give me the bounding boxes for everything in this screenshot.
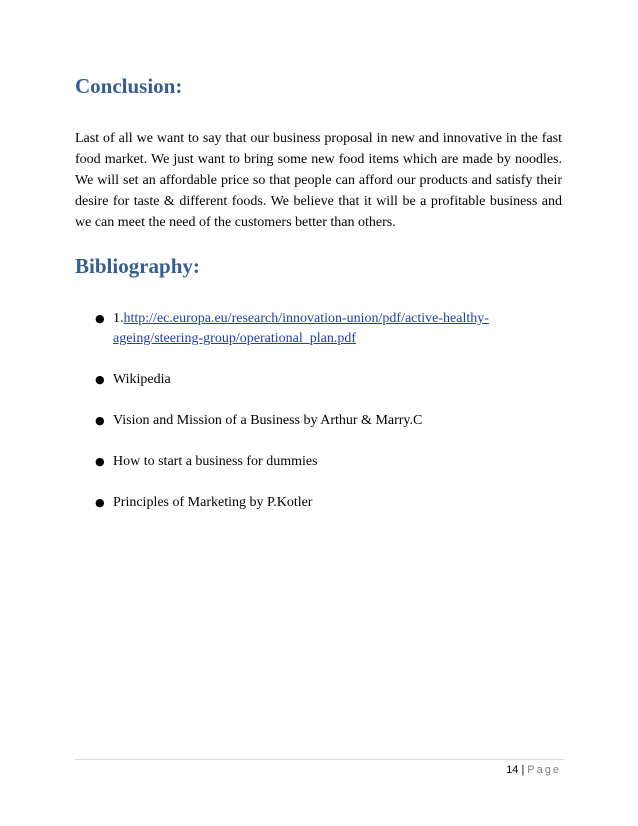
footer-divider xyxy=(75,759,564,760)
bibliography-link[interactable]: http://ec.europa.eu/research/innovation-union/pdf/active-healthy-ageing/steering-group/operational_plan.pdf xyxy=(113,311,489,346)
bibliography-item-text: Wikipedia xyxy=(113,372,171,387)
bibliography-item-text: Vision and Mission of a Business by Arthur & Marry.C xyxy=(113,413,423,428)
bibliography-item-text: Principles of Marketing by P.Kotler xyxy=(113,495,313,510)
bullet-icon: ● xyxy=(95,455,105,468)
bullet-icon: ● xyxy=(95,496,105,509)
bibliography-item xyxy=(95,411,535,431)
bibliography-list xyxy=(95,309,535,534)
bibliography-item xyxy=(95,370,535,390)
bibliography-heading: Bibliography: xyxy=(75,254,200,278)
bullet-icon: ● xyxy=(95,312,105,325)
page-footer xyxy=(506,764,561,776)
bibliography-item-link xyxy=(95,309,535,349)
footer-separator: | xyxy=(521,764,525,776)
bullet-icon: ● xyxy=(95,373,105,386)
bibliography-item xyxy=(95,452,535,472)
page-number: 14 xyxy=(506,764,519,776)
conclusion-heading: Conclusion: xyxy=(75,74,183,98)
bullet-icon: ● xyxy=(95,414,105,427)
bibliography-item xyxy=(95,493,535,513)
page-label: Page xyxy=(527,764,561,776)
bibliography-link-prefix: 1. xyxy=(113,311,124,326)
conclusion-paragraph: Last of all we want to say that our business proposal in new and innovative in the fast food market. We just want to bring some new food items which are made by noodles. We will set an affordable price so that people can afford our products and satisfy their desire for taste & different foods. We believe that it will be a profitable business and we can meet the need of the customers better than others. xyxy=(75,131,562,230)
bibliography-item-text: How to start a business for dummies xyxy=(113,454,318,469)
